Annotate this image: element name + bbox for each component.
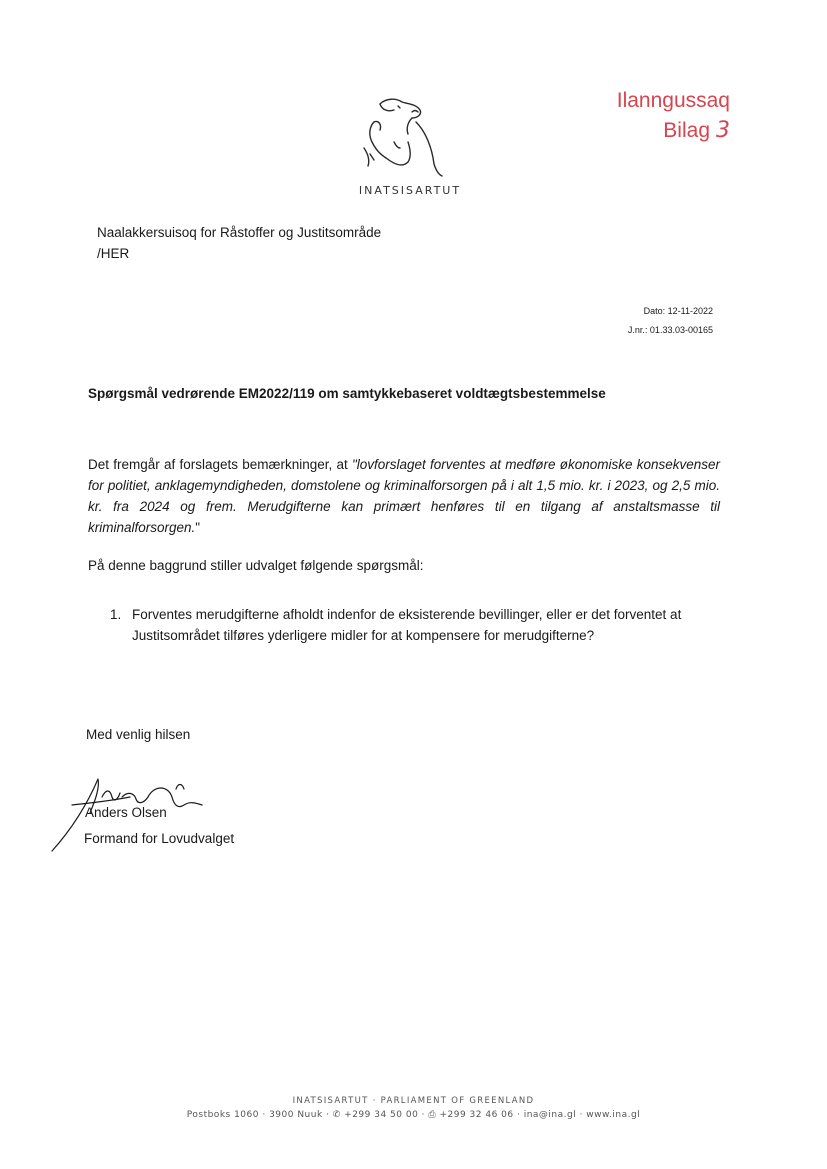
journal-number: J.nr.: 01.33.03-00165 (627, 325, 713, 335)
signatory-title: Formand for Lovudvalget (84, 831, 235, 846)
question-number: 1. (110, 607, 122, 622)
body-lead: På denne baggrund stiller udvalget følgende spørgsmål: (88, 558, 424, 573)
footer-contact: Postboks 1060 · 3900 Nuuk · ✆ +299 34 50 00 · ⎙ +299 32 46 06 · ina@ina.gl · www.ina.gl (186, 1110, 641, 1120)
polar-bear-icon (350, 92, 454, 182)
body-paragraph (88, 454, 720, 538)
date: Dato: 12-11-2022 (643, 306, 713, 316)
signatory-name: Anders Olsen (85, 805, 167, 820)
body-quote-end: " (195, 520, 201, 535)
body-intro: Det fremgår af forslagets bemærkninger, at (88, 457, 352, 472)
inatsisartut-logo (350, 92, 454, 182)
stamp-line-1: Ilanngussaq (616, 89, 730, 112)
subject-heading: Spørgsmål vedrørende EM2022/119 om samtykkebaseret voldtægtsbestemmelse (88, 386, 606, 401)
organization-name: INATSISARTUT (358, 184, 462, 197)
question-text: Forventes merudgifterne afholdt indenfor de eksisterende bevillinger, eller er det forventet at Justitsområdet tilføres yderligere midler for at kompensere for merudgifterne? (132, 607, 682, 643)
stamp-line-2 (560, 116, 730, 146)
recipient-reference: /HER (97, 246, 130, 261)
recipient-block (97, 222, 381, 264)
stamp-bilag: Bilag (663, 119, 710, 142)
footer-organization: INATSISARTUT · PARLIAMENT OF GREENLAND (292, 1096, 535, 1106)
appendix-stamp (560, 86, 730, 146)
recipient-name: Naalakkersuisoq for Råstoffer og Justitsområde (97, 225, 382, 240)
body-quote: "lovforslaget forventes at medføre økonomiske konsekvenser for politiet, anklagemyndigheden, domstolene og kriminalforsorgen på i alt 1,5 mio. kr. i 2023, og 2,5 mio. kr. fra 2024 og frem. Merudgifterne kan primært henføres til en tilgang af anstaltsmasse til kriminalforsorgen. (88, 457, 720, 535)
closing-greeting: Med venlig hilsen (86, 727, 191, 742)
stamp-number: 3 (716, 118, 730, 143)
question-item (110, 604, 722, 646)
document-meta (628, 302, 713, 340)
